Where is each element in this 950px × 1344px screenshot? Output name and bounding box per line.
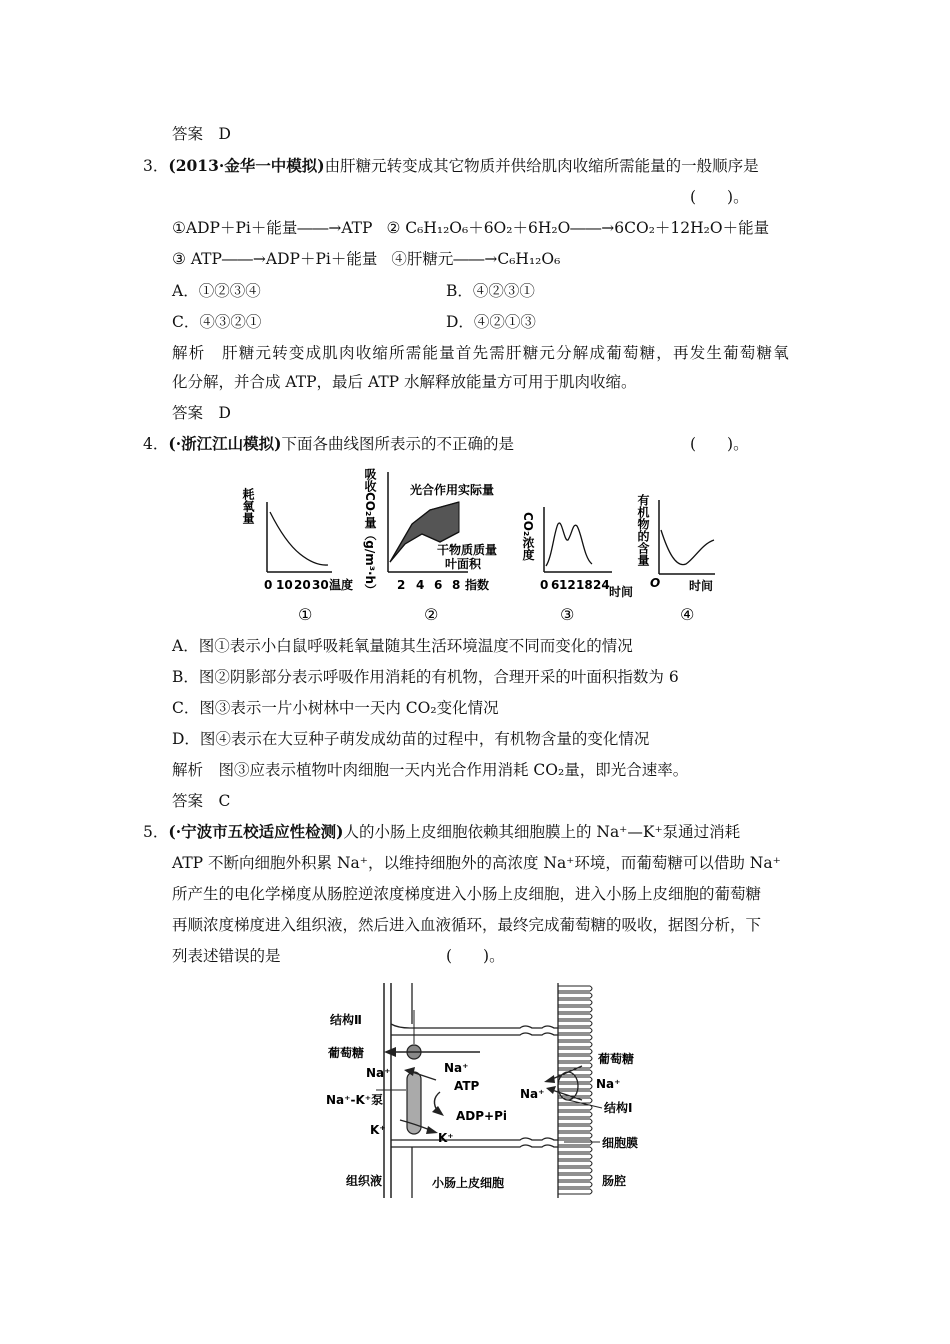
figure-1 (241, 487, 353, 624)
fig3-tick-24: 24 (593, 578, 610, 592)
microvillus (558, 1063, 592, 1068)
q4-option-b: B．图②阴影部分表示呼吸作用消耗的有机物，合理开采的叶面积指数为 6 (172, 668, 679, 686)
fig3-xlabel: 时间 (609, 585, 634, 599)
fig4-origin: O (650, 576, 661, 590)
figure-2 (363, 468, 497, 624)
microvillus (558, 1105, 592, 1110)
q3-eq4: ④肝糖元――→C₆H₁₂O₆ (391, 250, 561, 268)
q4-source: (·浙江江山模拟) (168, 434, 282, 453)
q3-number: 3． (143, 157, 169, 175)
label-membrane: 细胞膜 (602, 1136, 639, 1150)
fig3-number: ③ (560, 605, 575, 624)
label-k-in: K⁺ (438, 1131, 454, 1145)
label-cell: 小肠上皮细胞 (432, 1176, 505, 1190)
fig3-curve (546, 523, 592, 566)
q5-diagram (320, 980, 660, 1205)
q4-analysis: 解析 图③应表示植物叶肉细胞一天内光合作用消耗 CO₂量，即光合速率。 (172, 761, 689, 779)
fig4-number: ④ (680, 605, 695, 624)
microvillus (558, 993, 592, 998)
label-glucose-right: 葡萄糖 (598, 1052, 635, 1066)
microvillus (558, 1084, 592, 1089)
microvillus (558, 1189, 592, 1194)
fig3-ylabel: CO₂浓度 (521, 512, 535, 561)
q3-eq2: ② C₆H₁₂O₆＋6O₂＋6H₂O――→6CO₂＋12H₂O＋能量 (386, 219, 770, 237)
label-tissue-fluid: 组织液 (346, 1174, 383, 1188)
q5-line4: 再顺浓度梯度进入组织液，然后进入血液循环，最终完成葡萄糖的吸收，据图分析，下 (172, 916, 762, 934)
microvillus (558, 1035, 592, 1040)
q4-answer: 答案 C (172, 792, 231, 810)
q3-option-a: A．①②③④ (172, 282, 261, 300)
microvillus (558, 1175, 592, 1180)
q3-analysis-line2: 化分解，并合成 ATP，最后 ATP 水解释放能量方可用于肌肉收缩。 (172, 373, 637, 391)
fig4-ylabel: 有机物的含量 (636, 494, 650, 566)
label-na-mid-right: Na⁺ (596, 1077, 621, 1091)
label-na-top: Na⁺ (444, 1061, 469, 1075)
microvillus (558, 1182, 592, 1187)
label-pump: Na⁺-K⁺泵 (326, 1093, 384, 1107)
q3-source: (2013·金华一中模拟) (168, 156, 325, 175)
fig2-label-top: 光合作用实际量 (410, 483, 495, 497)
q2-answer: 答案 D (172, 125, 231, 143)
fig3-tick-0: 0 (540, 578, 549, 592)
q3-option-b: B．④②③① (446, 282, 535, 300)
label-adp: ADP+Pi (456, 1109, 508, 1123)
q4-number: 4． (143, 435, 169, 453)
q5-line2: ATP 不断向细胞外积累 Na⁺，以维持细胞外的高浓度 Na⁺环境，而葡萄糖可以借助 Na⁺ (172, 854, 781, 872)
microvillus (558, 1126, 592, 1131)
microvillus (558, 1112, 592, 1117)
q5-line3: 所产生的电化学梯度从肠腔逆浓度梯度进入小肠上皮细胞，进入小肠上皮细胞的葡萄糖 (172, 885, 762, 903)
microvillus (558, 1021, 592, 1026)
q5-line1: 人的小肠上皮细胞依赖其细胞膜上的 Na⁺—K⁺泵通过消耗 (343, 823, 741, 841)
q3-option-d: D．④②①③ (446, 313, 536, 331)
q5-paren: ( )。 (446, 947, 505, 965)
fig2-ylabel: 吸收CO₂量（g/m³·h） (363, 468, 377, 597)
fig1-tick-20: 20 (294, 578, 311, 592)
label-atp: ATP (454, 1079, 480, 1093)
fig2-tick-2: 2 (397, 578, 406, 592)
q4-figures (240, 462, 730, 630)
q5-line5-row (172, 946, 281, 966)
q3-equations-row1 (172, 218, 769, 238)
microvillus (558, 1049, 592, 1054)
q4-stem-line (143, 434, 514, 454)
microvillus (558, 1000, 592, 1005)
fig3-tick-12: 12 (559, 578, 576, 592)
microvillus (558, 986, 592, 991)
q4-stem: 下面各曲线图所表示的不正确的是 (281, 435, 514, 453)
microvillus (558, 1154, 592, 1159)
fig2-label-bottom2: 叶面积 (445, 557, 482, 571)
microvillus (558, 1077, 592, 1082)
q5-stem-line1 (143, 822, 740, 842)
fig2-label-bottom1: 干物质质量 (437, 543, 498, 557)
q3-option-c: C．④③②① (172, 313, 262, 331)
label-na-left: Na⁺ (366, 1066, 391, 1080)
fig2-tick-6: 6 (434, 578, 443, 592)
q3-equations-row2 (172, 249, 560, 269)
q3-analysis-line1: 解析 肝糖元转变成肌肉收缩所需能量首先需肝糖元分解成葡萄糖，再发生葡萄糖氧 (172, 344, 790, 362)
fig1-ylabel: 耗氧量 (241, 488, 255, 524)
q4-paren: ( )。 (690, 435, 749, 453)
fig4-curve (661, 530, 714, 565)
label-structure-2: 结构Ⅱ (330, 1013, 362, 1027)
microvillus (558, 1147, 592, 1152)
microvillus (558, 1028, 592, 1033)
microvilli (558, 986, 592, 1194)
fig2-tick-8: 8 (452, 578, 461, 592)
figure-4 (636, 493, 715, 624)
label-na-mid-left: Na⁺ (520, 1087, 545, 1101)
fig1-number: ① (298, 605, 313, 624)
microvillus (558, 1042, 592, 1047)
microvillus (558, 1014, 592, 1019)
microvillus (558, 1168, 592, 1173)
microvillus (558, 1133, 592, 1138)
q4-option-c: C．图③表示一片小树林中一天内 CO₂变化情况 (172, 699, 499, 717)
q3-stem: 由肝糖元转变成其它物质并供给肌肉收缩所需能量的一般顺序是 (324, 157, 759, 175)
microvillus (558, 1119, 592, 1124)
label-structure-1: 结构Ⅰ (604, 1101, 633, 1115)
fig2-xlabel: 指数 (465, 578, 490, 592)
microvillus (558, 1161, 592, 1166)
microvillus (558, 1056, 592, 1061)
microvillus (558, 1007, 592, 1012)
fig1-tick-0: 0 (264, 578, 273, 592)
fig3-tick-6: 6 (551, 578, 560, 592)
label-k-left: K⁺ (370, 1123, 386, 1137)
fig1-curve (270, 512, 328, 565)
figure-3 (521, 507, 633, 624)
q3-paren: ( )。 (690, 188, 749, 206)
q3-eq1: ①ADP＋Pi＋能量――→ATP (172, 219, 373, 237)
q3-stem-line (143, 156, 759, 176)
q5-line5: 列表述错误的是 (172, 947, 281, 965)
fig1-tick-30: 30 (312, 578, 329, 592)
fig3-tick-18: 18 (576, 578, 593, 592)
label-glucose-left: 葡萄糖 (328, 1046, 365, 1060)
fig4-xlabel: 时间 (689, 579, 714, 593)
fig2-tick-4: 4 (416, 578, 425, 592)
q4-option-d: D．图④表示在大豆种子萌发成幼苗的过程中，有机物含量的变化情况 (172, 730, 650, 748)
fig1-tick-10: 10 (276, 578, 293, 592)
fig1-xlabel: 温度 (329, 578, 354, 592)
q5-source: (·宁波市五校适应性检测) (168, 822, 344, 841)
fig2-number: ② (424, 605, 439, 624)
q3-answer: 答案 D (172, 404, 231, 422)
q4-option-a: A．图①表示小白鼠呼吸耗氧量随其生活环境温度不同而变化的情况 (172, 637, 633, 655)
q3-eq3: ③ ATP――→ADP＋Pi＋能量 (172, 250, 378, 268)
q5-number: 5． (143, 823, 169, 841)
label-lumen: 肠腔 (602, 1174, 627, 1188)
